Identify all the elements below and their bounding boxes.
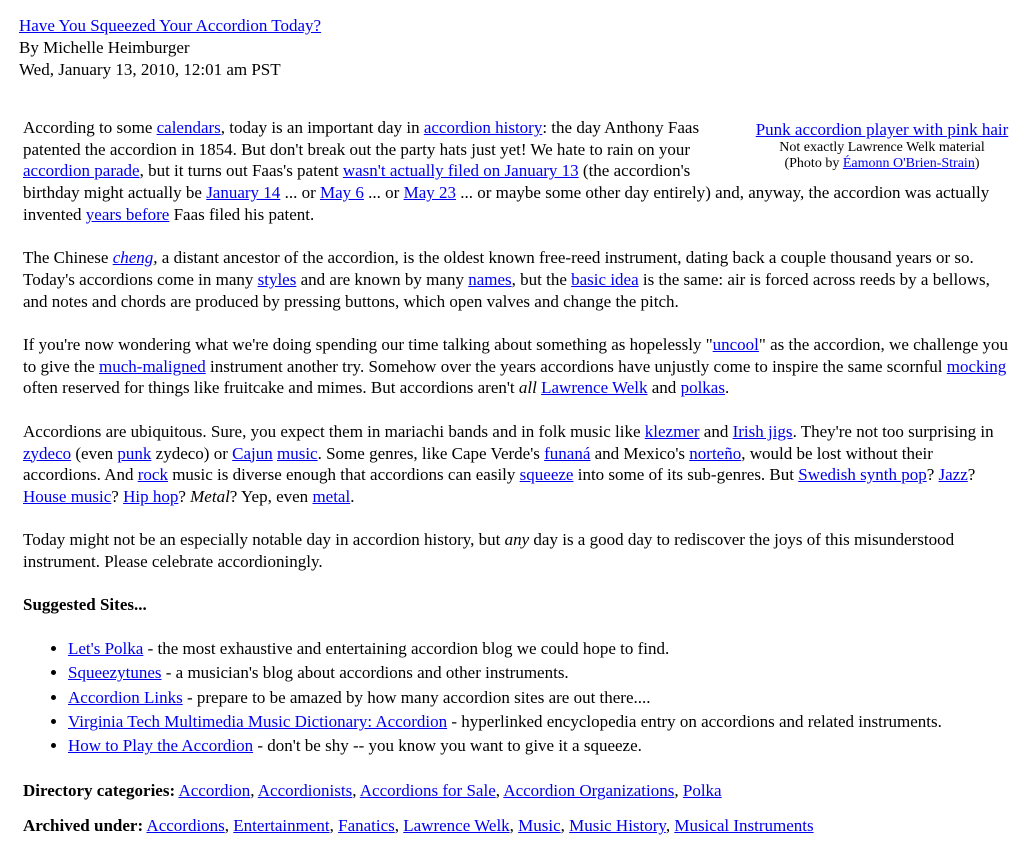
list-item — [68, 686, 1013, 710]
text: is the same: air is forced across reeds by a bellows, and notes and chords are produced by pressing buttons, which open valves and change the pitch. — [23, 269, 990, 311]
byline: By Michelle Heimburger — [19, 37, 190, 57]
separator: , — [224, 816, 234, 836]
publish-date: Wed, January 13, 2010, 12:01 am PST — [19, 59, 281, 79]
text: , but the — [511, 269, 572, 289]
link-jazz[interactable]: Jazz — [938, 465, 968, 485]
text: Faas filed his patent. — [169, 204, 315, 224]
link-swedish-synth-pop[interactable]: Swedish synth pop — [798, 465, 927, 485]
link-may-23[interactable]: May 23 — [403, 183, 456, 203]
link-rock[interactable]: rock — [137, 465, 168, 485]
link-styles[interactable]: styles — [257, 269, 297, 289]
site-link[interactable]: Let's Polka — [68, 639, 144, 659]
separator: , — [665, 816, 675, 836]
suggested-sites-list — [23, 637, 1013, 758]
suggested-sites-heading: Suggested Sites... — [23, 595, 147, 615]
link-polkas[interactable]: polkas — [680, 378, 725, 398]
text: ? — [967, 465, 976, 485]
separator: , — [509, 816, 519, 836]
text: , today is an important day in — [220, 118, 424, 137]
directory-categories — [23, 780, 1013, 802]
category-link[interactable]: Accordion Organizations — [503, 781, 675, 801]
article-title-link[interactable]: Have You Squeezed Your Accordion Today? — [19, 16, 322, 35]
text: ... or — [280, 183, 320, 203]
list-item — [68, 637, 1013, 661]
link-metal[interactable]: metal — [312, 486, 351, 506]
category-link[interactable]: Accordions for Sale — [359, 781, 496, 801]
link-punk[interactable]: punk — [117, 443, 152, 463]
text: and — [699, 421, 733, 441]
text: . — [350, 486, 355, 506]
text: ... or maybe some other day entirely) and, anyway, the accordion was actually invented — [23, 183, 990, 224]
separator: , — [560, 816, 570, 836]
category-link[interactable]: Accordionists — [257, 781, 353, 801]
link-january-14[interactable]: January 14 — [206, 183, 281, 203]
photo-link[interactable]: Punk accordion player with pink hair — [755, 120, 1009, 139]
category-link[interactable]: Polka — [682, 781, 722, 801]
archive-link[interactable]: Entertainment — [233, 816, 330, 836]
text: ? — [178, 486, 191, 506]
site-link[interactable]: How to Play the Accordion — [68, 736, 254, 756]
site-link[interactable]: Squeezytunes — [68, 663, 162, 683]
site-link[interactable]: Accordion Links — [68, 687, 183, 707]
text: and Mexico's — [590, 443, 690, 463]
link-squeeze[interactable]: squeeze — [519, 465, 574, 485]
site-description: - a musician's blog about accordions and other instruments. — [161, 663, 569, 683]
separator: , — [250, 781, 258, 801]
text: , a distant ancestor of the accordion, is the oldest known free-reed instrument, dating back a couple thousand years or so. Today's accordions come in many — [23, 248, 974, 289]
link-accordion-parade[interactable]: accordion parade — [23, 161, 140, 181]
link-funana[interactable]: funaná — [544, 443, 591, 463]
text: According to some — [23, 118, 157, 137]
link-irish-jigs[interactable]: Irish jigs — [732, 421, 793, 441]
emphasis: all — [518, 378, 537, 398]
text: (the accordion's birthday might actually be — [23, 161, 691, 203]
text: Accordions are ubiquitous. Sure, you expect them in mariachi bands and in folk music like — [23, 421, 645, 441]
link-calendars[interactable]: calendars — [156, 118, 221, 137]
paragraph-3 — [23, 334, 1013, 399]
text: (even — [71, 443, 118, 463]
link-accordion-history[interactable]: accordion history — [423, 118, 543, 137]
photo-credit-suffix: ) — [974, 156, 980, 171]
link-mocking[interactable]: mocking — [946, 356, 1007, 376]
category-link[interactable]: Accordion — [178, 781, 251, 801]
article-header — [19, 15, 321, 81]
photographer-link[interactable]: Éamonn O'Brien-Strain — [842, 156, 975, 171]
photo-credit-prefix: (Photo by — [784, 156, 843, 171]
archive-link[interactable]: Musical Instruments — [674, 816, 814, 836]
link-lawrence-welk[interactable]: Lawrence Welk — [541, 378, 648, 398]
link-klezmer[interactable]: klezmer — [644, 421, 700, 441]
separator: , — [394, 816, 404, 836]
paragraph-4 — [23, 421, 1013, 508]
archive-link[interactable]: Accordions — [146, 816, 225, 836]
link-names[interactable]: names — [468, 269, 512, 289]
site-description: - don't be shy -- you know you want to give it a squeeze. — [253, 736, 642, 756]
photo-caption: Not exactly Lawrence Welk material — [779, 140, 985, 155]
paragraph-5 — [23, 529, 1013, 572]
text: , but it turns out Faas's patent — [139, 161, 343, 181]
emphasis: Metal — [190, 486, 230, 506]
archived-label: Archived under: — [23, 816, 144, 836]
link-uncool[interactable]: uncool — [712, 335, 759, 354]
archive-link[interactable]: Lawrence Welk — [403, 816, 510, 836]
separator: , — [329, 816, 339, 836]
emphasis: any — [504, 530, 530, 550]
text: zydeco) or — [151, 443, 233, 463]
text: . They're not too surprising in — [792, 421, 994, 441]
photo-credit — [741, 156, 1023, 172]
text: day is a good day to rediscover the joys of this misunderstood instrument. Please celebrate accordioningly. — [23, 530, 955, 571]
text: ? — [926, 465, 939, 485]
text: If you're now wondering what we're doing spending our time talking about something as hopelessly " — [23, 335, 713, 354]
text: : the day Anthony Faas patented the accordion in 1854. But don't break out the party hats just yet! We hate to rain on your — [23, 118, 700, 159]
article-body — [23, 117, 1013, 851]
site-description: - the most exhaustive and entertaining accordion blog we could hope to find. — [143, 639, 670, 659]
link-cheng[interactable] — [113, 248, 154, 267]
link-hip-hop[interactable]: Hip hop — [123, 486, 179, 506]
archive-link[interactable]: Music — [518, 816, 561, 836]
text: instrument another try. Somehow over the years accordions have unjustly come to inspire the same scornful — [205, 356, 947, 376]
link-cajun[interactable]: Cajun — [232, 443, 273, 463]
text: into some of its sub-genres. But — [573, 465, 799, 485]
text: The Chinese — [23, 248, 113, 268]
link-basic-idea[interactable]: basic idea — [571, 269, 639, 289]
list-item — [68, 734, 1013, 758]
text: , would be lost without their accordions. And — [23, 443, 933, 485]
directory-label: Directory categories: — [23, 781, 176, 801]
separator: , — [495, 781, 504, 801]
link-cheng-text: cheng — [112, 248, 154, 268]
list-item — [68, 710, 1013, 734]
site-description: - hyperlinked encyclopedia entry on accordions and related instruments. — [447, 711, 942, 731]
photo-figure — [741, 120, 1023, 172]
link-music[interactable]: music — [276, 443, 318, 463]
text: and are known by many — [296, 269, 469, 289]
link-house-music[interactable]: House music — [23, 486, 112, 506]
archive-link[interactable]: Fanatics — [338, 816, 395, 836]
text: Today might not be an especially notable day in accordion history, but — [23, 530, 505, 550]
text: ? — [111, 486, 124, 506]
link-may-6[interactable]: May 6 — [319, 183, 364, 203]
text: . Some genres, like Cape Verde's — [317, 443, 545, 463]
list-item — [68, 661, 1013, 685]
text: . — [724, 378, 730, 398]
text: music is diverse enough that accordions can easily — [167, 465, 520, 485]
text: ? Yep, even — [229, 486, 313, 506]
separator: , — [352, 781, 360, 801]
link-years-before[interactable]: years before — [85, 204, 170, 224]
link-much-maligned[interactable]: much-maligned — [99, 356, 206, 376]
text: often reserved for things like fruitcake and mimes. But accordions aren't — [23, 378, 519, 398]
link-patent-filing[interactable]: wasn't actually filed on January 13 — [342, 161, 579, 181]
separator: , — [674, 781, 683, 801]
archived-under — [23, 815, 1013, 837]
text: ... or — [363, 183, 404, 203]
paragraph-2 — [23, 247, 1013, 312]
archive-link[interactable]: Music History — [569, 816, 666, 836]
text: and — [647, 378, 681, 398]
text: " as the accordion, we challenge you to give the — [23, 335, 1009, 376]
site-link[interactable]: Virginia Tech Multimedia Music Dictionary: Accordion — [68, 711, 448, 731]
link-norteno[interactable]: norteño — [689, 443, 742, 463]
link-zydeco[interactable]: zydeco — [23, 443, 72, 463]
site-description: - prepare to be amazed by how many accordion sites are out there.... — [182, 687, 651, 707]
